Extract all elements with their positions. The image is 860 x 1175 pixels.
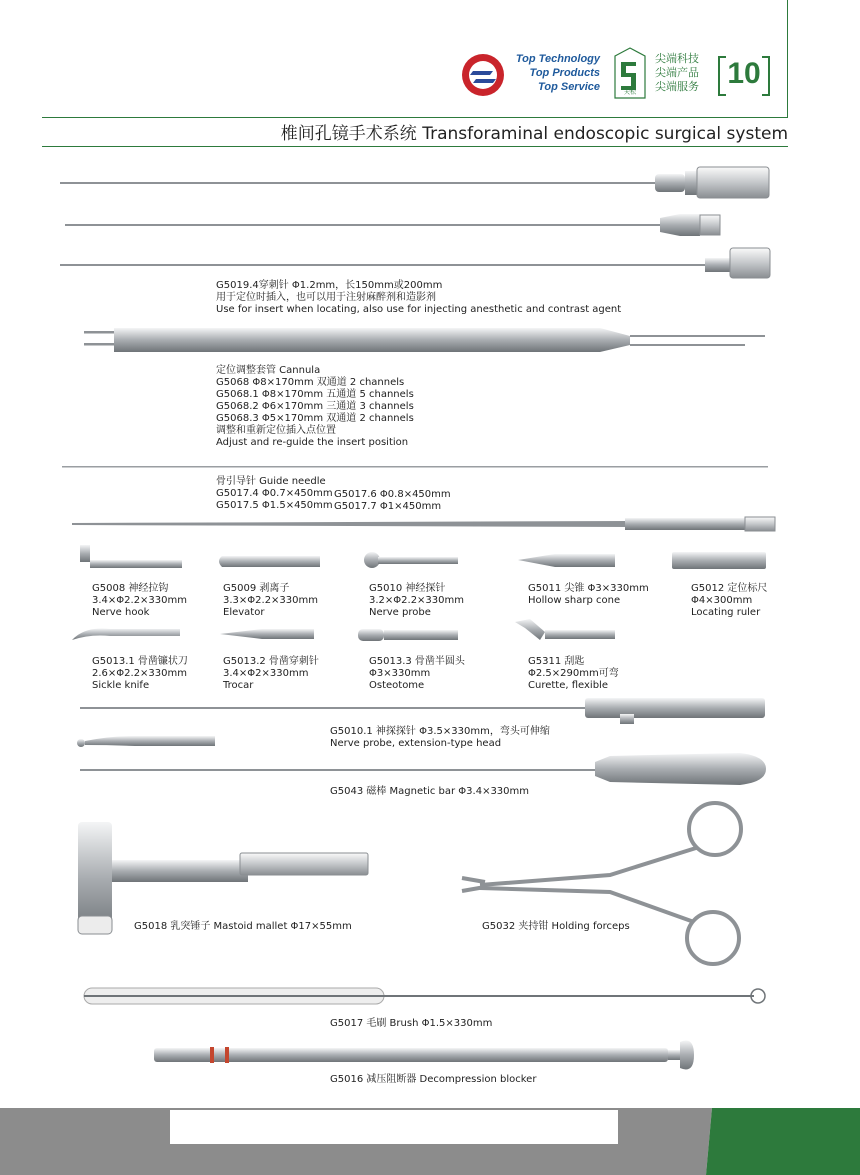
elevator-caption: G5009 剥离子 3.3×Φ2.2×330mm Elevator	[223, 583, 319, 618]
curette-image	[515, 619, 615, 640]
puncture-needle-image	[60, 167, 770, 278]
decompression-blocker-image	[154, 1041, 694, 1070]
brand-emblem-text: 天松	[623, 89, 636, 96]
guide-needle-title: 骨引导针 Guide needle	[216, 476, 326, 487]
magnetic-bar-image	[80, 753, 766, 785]
page-title: 椎间孔镜手术系统 Transforaminal endoscopic surgical system	[280, 124, 788, 144]
locating-rod-image	[72, 517, 775, 531]
holding-forceps-caption: G5032 夹持钳 Holding forceps	[482, 921, 630, 932]
hollow-sharp-cone-image	[518, 554, 615, 567]
puncture-needle-caption: G5019.4穿刺针 Φ1.2mm，长150mm或200mm 用于定位时插入，也可以用于注射麻醉剂和造影剂 Use for insert when locating, also use for injecting anesthetic and contrast agent	[216, 280, 622, 315]
brush-caption: G5017 毛刷 Brush Φ1.5×330mm	[330, 1018, 493, 1029]
guide-needle-image	[62, 466, 768, 468]
osteotome-caption: G5013.3 骨凿半圆头 Φ3×330mm Osteotome	[369, 656, 465, 691]
mastoid-mallet-image	[78, 822, 368, 934]
nerve-hook-image	[80, 545, 182, 568]
sickle-knife-caption: G5013.1 骨凿镰状刀 2.6×Φ2.2×330mm Sickle knife	[92, 656, 188, 691]
slogan-english: Top Technology Top Products Top Service	[515, 53, 600, 93]
curette-caption: G5311 刮匙 Φ2.5×290mm可弯 Curette, flexible	[528, 656, 619, 691]
guide-needle-sizes-left: G5017.4 Φ0.7×450mm G5017.5 Φ1.5×450mm	[216, 488, 333, 511]
sickle-knife-image	[72, 628, 180, 640]
nerve-hook-caption: G5008 神经拉钩 3.4×Φ2.2×330mm Nerve hook	[92, 583, 188, 618]
slogan-chinese: 尖端科技 尖端产品 尖端服务	[655, 52, 699, 93]
nerve-probe-caption: G5010 神经探针 3.2×Φ2.2×330mm Nerve probe	[369, 583, 465, 618]
footer-white-box	[170, 1110, 618, 1144]
guide-needle-sizes-right: G5017.6 Φ0.8×450mm G5017.7 Φ1×450mm	[334, 489, 451, 512]
mastoid-mallet-caption: G5018 乳突锤子 Mastoid mallet Φ17×55mm	[134, 921, 352, 932]
locating-ruler-image	[672, 552, 766, 569]
cannula-caption: 定位调整套管 Cannula G5068 Φ8×170mm 双通道 2 channels G5068.1 Φ8×170mm 五通道 5 channels G5068.2 Φ6×170mm 三通道 3 channels G5068.3 Φ5×170mm 双通道 2 channels 调整和重新定位插入点位置 Adjust and re-guide the insert position	[216, 365, 414, 448]
hollow-sharp-cone-caption: G5011 尖锥 Φ3×330mm Hollow sharp cone	[528, 583, 649, 606]
nerve-probe-extension-caption: G5010.1 神探探针 Φ3.5×330mm，弯头可伸缩 Nerve probe, extension-type head	[330, 726, 550, 749]
trocar-image	[220, 629, 314, 639]
brush-image	[84, 988, 765, 1004]
osteotome-image	[358, 629, 458, 641]
locating-ruler-caption: G5012 定位标尺 Φ4×300mm Locating ruler	[691, 583, 768, 618]
nerve-probe-image	[364, 552, 458, 568]
decompression-blocker-caption: G5016 减压阻断器 Decompression blocker	[330, 1074, 537, 1085]
elevator-image	[219, 556, 320, 567]
cannula-image	[84, 328, 765, 352]
trocar-caption: G5013.2 骨凿穿刺针 3.4×Φ2×330mm Trocar	[223, 656, 319, 691]
holding-forceps-image	[462, 803, 741, 964]
page-number: 10	[718, 56, 770, 92]
magnetic-bar-caption: G5043 磁棒 Magnetic bar Φ3.4×330mm	[330, 786, 530, 797]
